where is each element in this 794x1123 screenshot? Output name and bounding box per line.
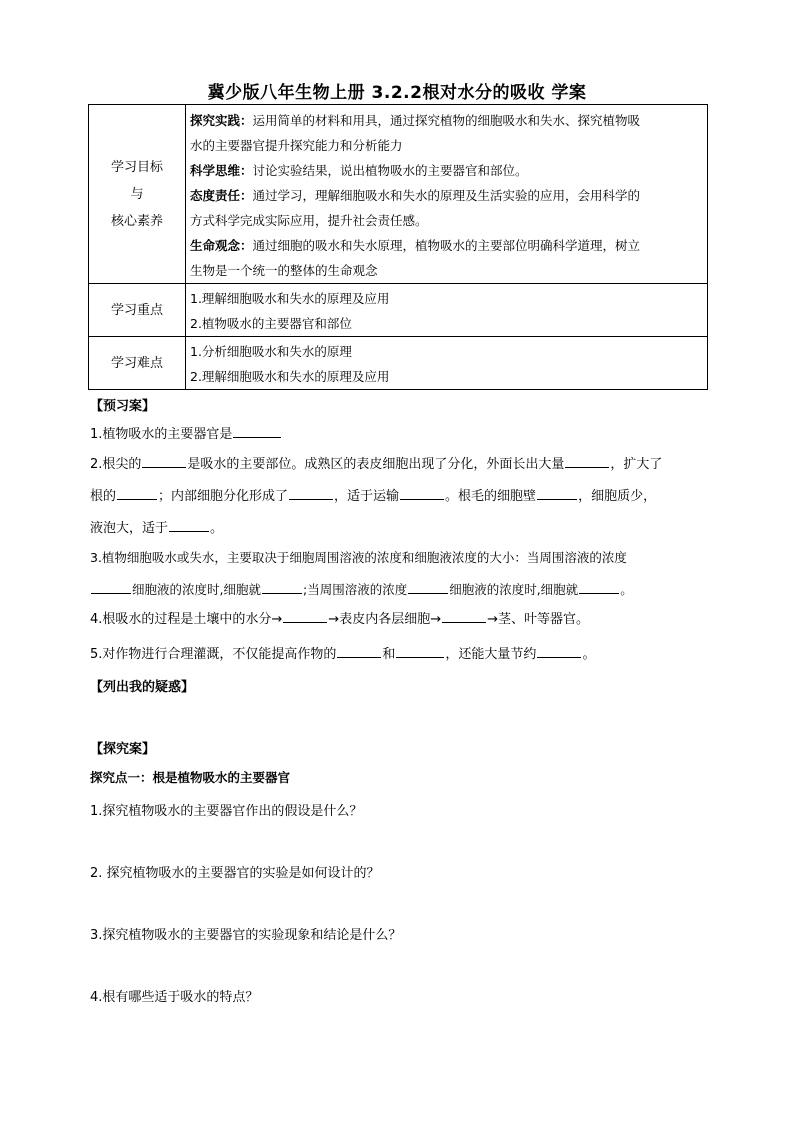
answer-blank[interactable] bbox=[537, 485, 577, 500]
label-line: 核心素养 bbox=[110, 213, 163, 229]
explore-question: 4.根有哪些适于吸水的特点？ bbox=[90, 990, 259, 1005]
goal-line: 探究实践：运用简单的材料和用具，通过探究植物的细胞吸水和失水、探究植物吸 bbox=[190, 112, 641, 128]
label-key-points: 学习重点 bbox=[89, 284, 186, 337]
explore-heading: 【探究案】 bbox=[90, 742, 156, 757]
difficulty: 1.分析细胞吸水和失水的原理 bbox=[190, 344, 352, 359]
key-point: 2.植物吸水的主要器官和部位 bbox=[190, 316, 352, 331]
answer-blank[interactable] bbox=[91, 579, 131, 594]
answer-blank[interactable] bbox=[289, 485, 333, 500]
goal-line: 态度责任：通过学习，理解细胞吸水和失水的原理及生活实验的应用，会用科学的 bbox=[190, 187, 641, 203]
label-objectives bbox=[89, 105, 186, 284]
goal-line: 方式科学完成实际应用，提升社会责任感。 bbox=[190, 212, 428, 228]
answer-blank[interactable] bbox=[579, 579, 619, 594]
explore-point-1: 探究点一：根是植物吸水的主要器官 bbox=[90, 770, 291, 785]
label-line: 学习目标 bbox=[110, 159, 163, 175]
answer-blank[interactable] bbox=[283, 608, 327, 623]
goal-line: 生命观念：通过细胞的吸水和失水原理，植物吸水的主要部位明确科学道理，树立 bbox=[190, 237, 641, 253]
goal-line: 水的主要器官提升探究能力和分析能力 bbox=[190, 137, 403, 153]
answer-blank[interactable] bbox=[400, 485, 444, 500]
answer-blank[interactable] bbox=[142, 453, 186, 468]
preview-question-1: 1.植物吸水的主要器官是 bbox=[90, 420, 710, 450]
explore-question: 3.探究植物吸水的主要器官的实验现象和结论是什么？ bbox=[90, 928, 402, 943]
key-points-content bbox=[186, 284, 708, 337]
answer-blank[interactable] bbox=[337, 643, 381, 658]
doubts-heading: 【列出我的疑惑】 bbox=[90, 680, 195, 695]
answer-blank[interactable] bbox=[408, 579, 448, 594]
answer-blank[interactable] bbox=[565, 453, 609, 468]
preview-question-4: 4.根吸水的过程是土壤中的水分→ →表皮内各层细胞→ →茎、叶等器官。 bbox=[90, 605, 710, 635]
answer-blank[interactable] bbox=[537, 643, 581, 658]
explore-question: 2. 探究植物吸水的主要器官的实验是如何设计的？ bbox=[90, 866, 380, 881]
preview-heading: 【预习案】 bbox=[90, 399, 156, 414]
preview-question-3: 3.植物细胞吸水或失水，主要取决于细胞周围溶液的浓度和细胞液浓度的大小：当周围溶液的浓度 细胞液的浓度时,细胞就 ;当周围溶液的浓度 细胞液的浓度时,细胞就 。 bbox=[90, 550, 633, 597]
label-difficulties: 学习难点 bbox=[89, 337, 186, 390]
difficulties-content bbox=[186, 337, 708, 390]
difficulty: 2.理解细胞吸水和失水的原理及应用 bbox=[190, 369, 390, 384]
objectives-content bbox=[186, 105, 708, 284]
preview-question-5: 5.对作物进行合理灌溉，不仅能提高作物的 和 ，还能大量节约 。 bbox=[90, 640, 710, 670]
preview-question-2: 2.根尖的 是吸水的主要部位。成熟区的表皮细胞出现了分化，外面长出大量 ，扩大了 根的 ；内部细胞分化形成了 ，适于运输 。根毛的细胞壁 ，细胞质少， 液泡大，适于 。 bbox=[90, 450, 710, 544]
explore-question: 1.探究植物吸水的主要器官作出的假设是什么？ bbox=[90, 804, 363, 819]
answer-blank[interactable] bbox=[396, 643, 444, 658]
key-point: 1.理解细胞吸水和失水的原理及应用 bbox=[190, 291, 390, 306]
answer-blank[interactable] bbox=[233, 423, 281, 438]
answer-blank[interactable] bbox=[117, 485, 157, 500]
goal-line: 科学思维：讨论实验结果，说出植物吸水的主要器官和部位。 bbox=[190, 162, 528, 178]
answer-blank[interactable] bbox=[442, 608, 486, 623]
answer-blank[interactable] bbox=[262, 579, 302, 594]
answer-blank[interactable] bbox=[169, 517, 209, 532]
objectives-table bbox=[88, 104, 708, 390]
goal-line: 生物是一个统一的整体的生命观念 bbox=[190, 262, 378, 278]
label-line: 与 bbox=[130, 186, 144, 202]
page-title: 冀少版八年生物上册 3.2.2根对水分的吸收 学案 bbox=[207, 83, 587, 103]
